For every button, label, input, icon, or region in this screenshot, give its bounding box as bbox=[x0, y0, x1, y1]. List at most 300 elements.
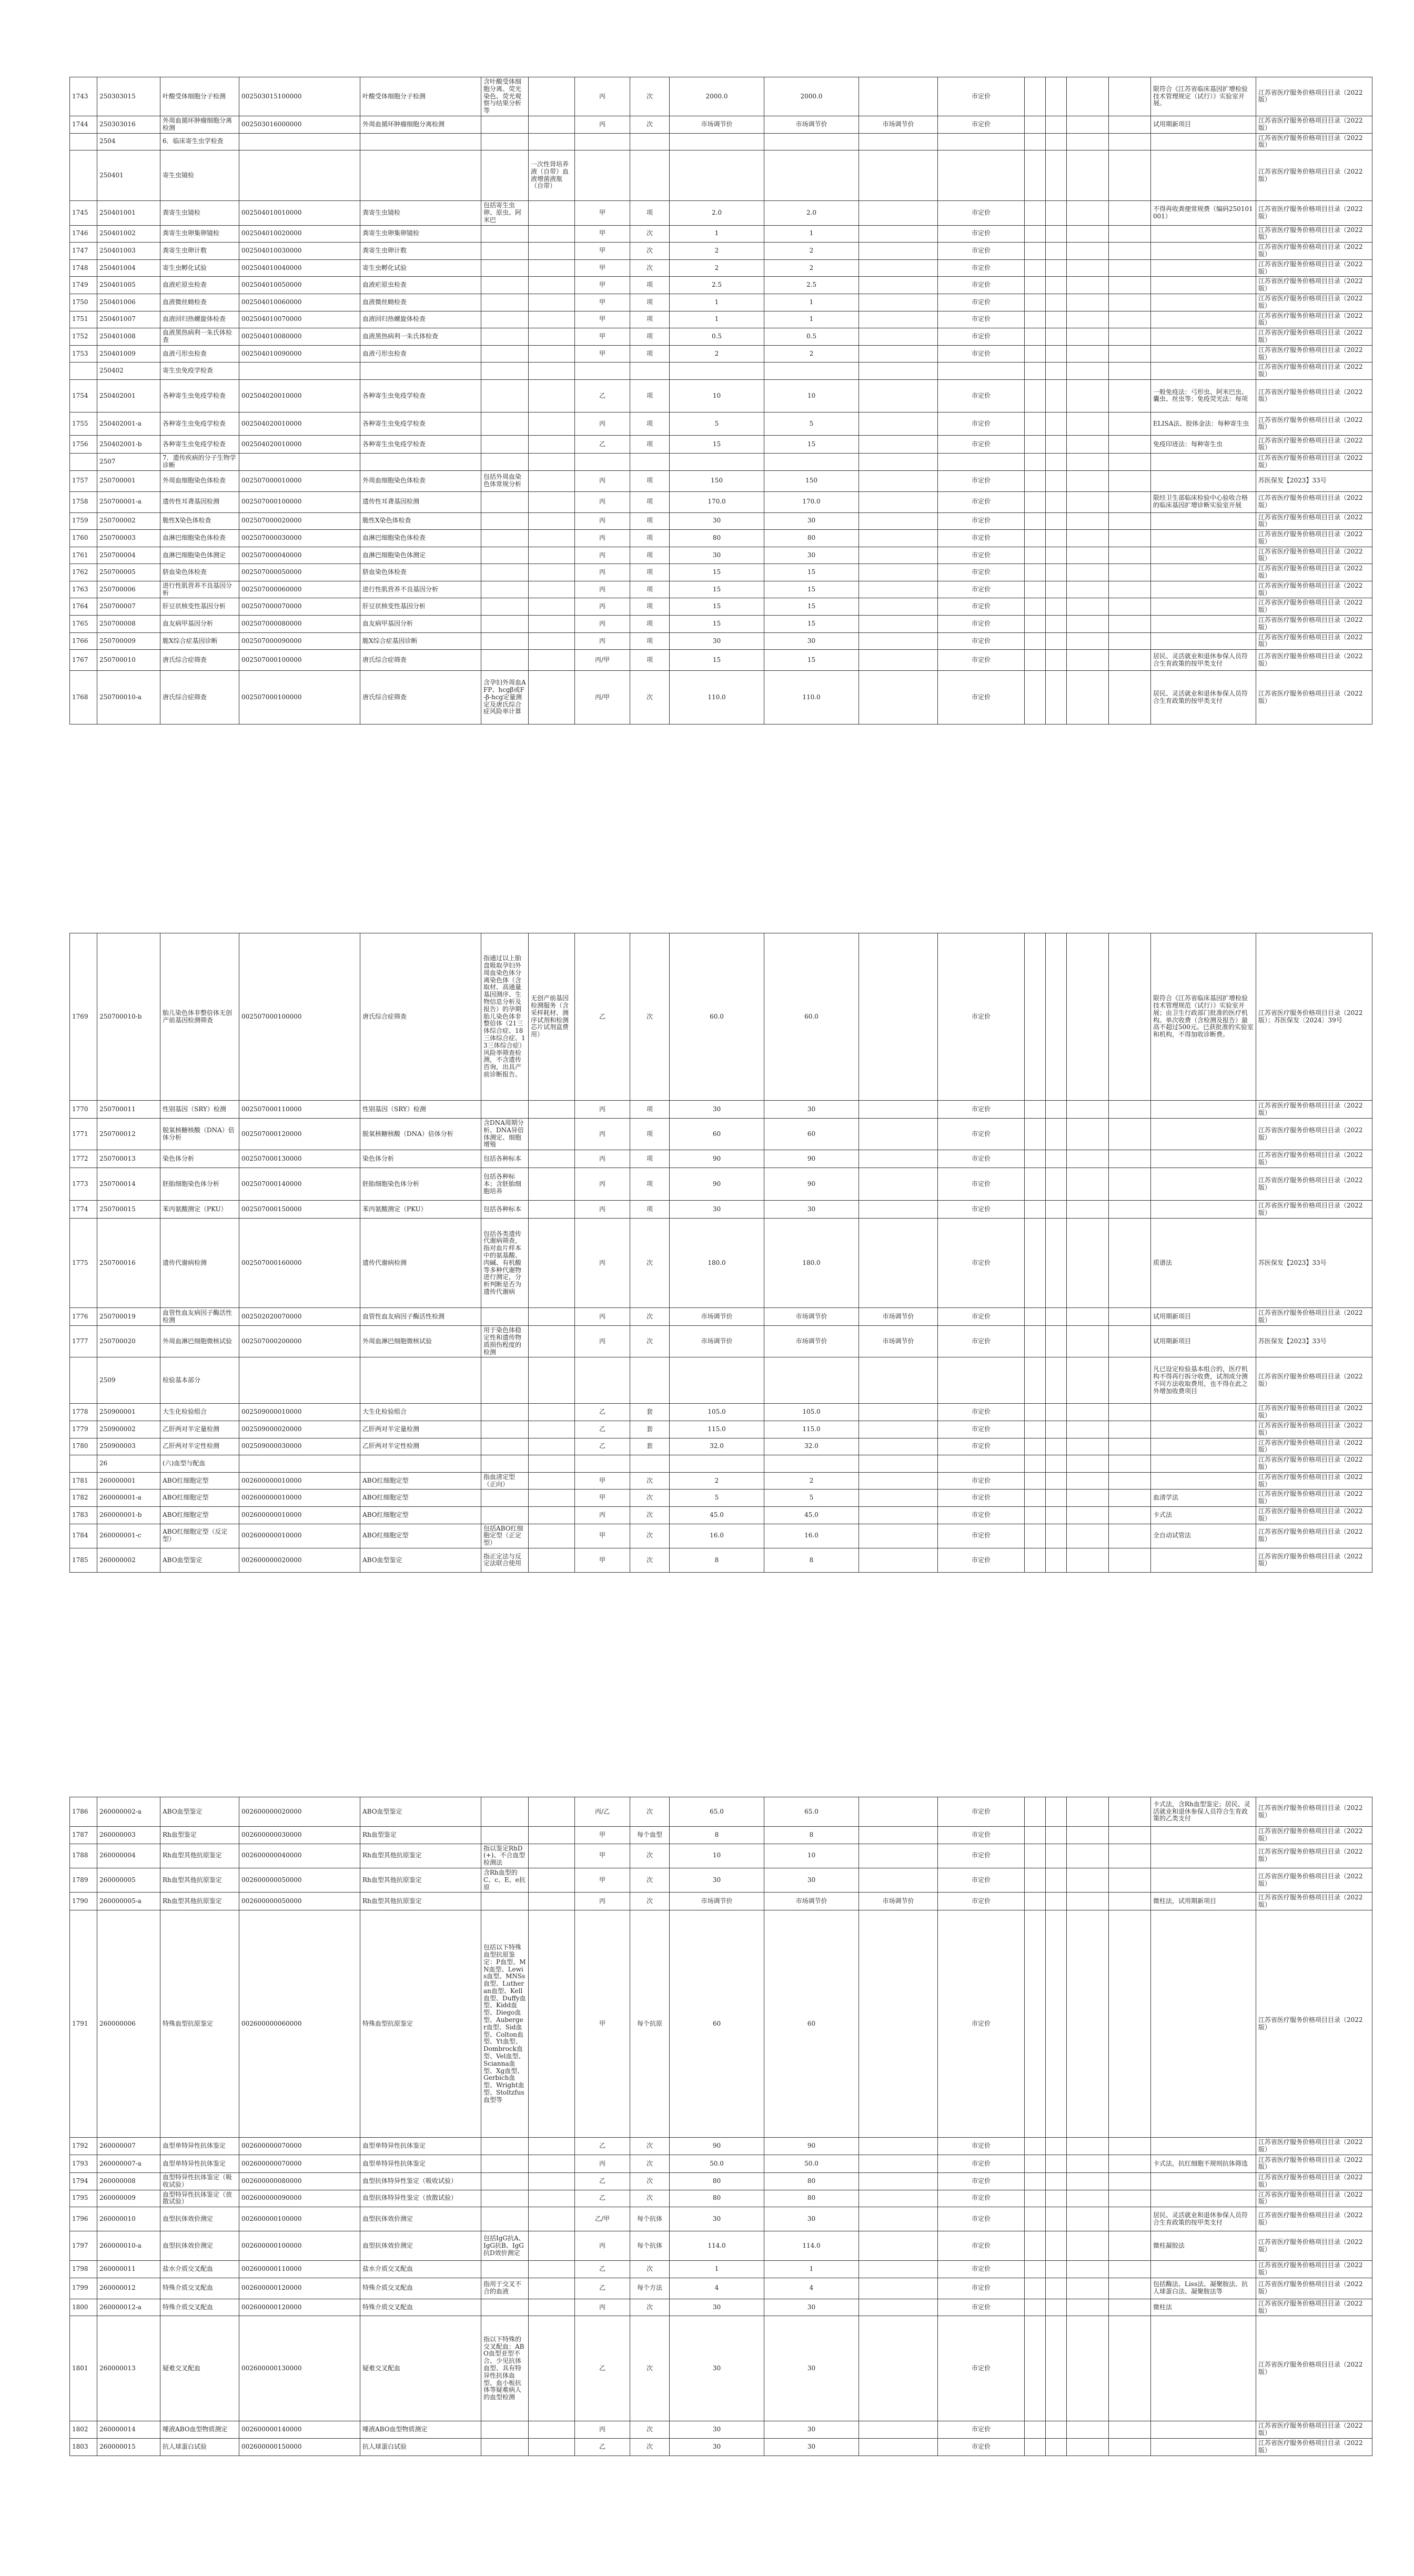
cell-remark bbox=[1151, 453, 1256, 470]
cell-unit_type: 乙 bbox=[575, 2190, 630, 2207]
cell-src: 江苏省医疗服务价格项目目录（2022版） bbox=[1256, 2231, 1372, 2261]
empty-cell bbox=[1025, 2261, 1046, 2278]
cell-name: 性别基因（SRY）检测 bbox=[160, 1101, 239, 1119]
cell-p2 bbox=[764, 363, 859, 380]
cell-content bbox=[481, 564, 529, 581]
cell-p2: 110.0 bbox=[764, 671, 859, 724]
cell-content bbox=[481, 133, 529, 150]
empty-cell bbox=[1067, 1326, 1109, 1357]
cell-p1: 1 bbox=[670, 294, 764, 311]
cell-content bbox=[481, 2207, 529, 2231]
cell-except bbox=[529, 2207, 575, 2231]
cell-cname: ABO红细胞定型 bbox=[360, 1506, 481, 1524]
cell-name: 血型特异性抗体鉴定（吸收试验） bbox=[160, 2172, 239, 2190]
empty-cell bbox=[1046, 1168, 1067, 1201]
cell-mgmt: 市定价 bbox=[938, 1219, 1025, 1308]
empty-cell bbox=[1109, 328, 1151, 346]
empty-cell bbox=[1067, 77, 1109, 116]
cell-p2: 15 bbox=[764, 435, 859, 453]
cell-mgmt: 市定价 bbox=[938, 512, 1025, 530]
cell-p2: 80 bbox=[764, 2190, 859, 2207]
cell-mgmt: 市定价 bbox=[938, 2316, 1025, 2421]
empty-cell bbox=[1025, 1844, 1046, 1868]
cell-unit_type: 甲 bbox=[575, 1827, 630, 1844]
table-row bbox=[70, 1404, 1372, 1421]
table-row bbox=[70, 345, 1372, 363]
cell-except bbox=[529, 547, 575, 564]
cell-except bbox=[529, 1893, 575, 1910]
cell-src: 江苏省医疗服务价格项目目录（2022版） bbox=[1256, 150, 1372, 201]
cell-p1: 2.5 bbox=[670, 277, 764, 294]
cell-p3 bbox=[859, 379, 938, 412]
table-row bbox=[70, 616, 1372, 633]
empty-cell bbox=[1025, 412, 1046, 435]
cell-except bbox=[529, 1404, 575, 1421]
cell-p2: 30 bbox=[764, 2438, 859, 2456]
empty-cell bbox=[1109, 1827, 1151, 1844]
cell-ccode: 002600000130000 bbox=[239, 2316, 360, 2421]
cell-cname: 寄生虫孵化试验 bbox=[360, 259, 481, 277]
cell-remark bbox=[1151, 2316, 1256, 2421]
cell-p1: 15 bbox=[670, 435, 764, 453]
cell-ccode: 002507000010000 bbox=[239, 470, 360, 491]
empty-cell bbox=[1025, 1421, 1046, 1438]
cell-name: 外周血细胞染色体检查 bbox=[160, 470, 239, 491]
cell-content: 含孕妇外周血AFP、hcgβ或F-β-hcg定量测定及唐氏综合症风险率计算 bbox=[481, 671, 529, 724]
empty-cell bbox=[1046, 650, 1067, 671]
cell-name: 血液黑热病利一朱氏体检查 bbox=[160, 328, 239, 346]
cell-cname bbox=[360, 150, 481, 201]
cell-ccode bbox=[239, 1357, 360, 1404]
cell-content bbox=[481, 547, 529, 564]
table-row bbox=[70, 1472, 1372, 1490]
cell-p2: 114.0 bbox=[764, 2231, 859, 2261]
cell-p2: 1 bbox=[764, 294, 859, 311]
empty-cell bbox=[1025, 2438, 1046, 2456]
empty-cell bbox=[1109, 1455, 1151, 1473]
cell-no: 1794 bbox=[70, 2172, 97, 2190]
cell-p2: 65.0 bbox=[764, 1797, 859, 1827]
cell-no: 1782 bbox=[70, 1490, 97, 1507]
cell-code: 260000005-a bbox=[97, 1893, 160, 1910]
empty-cell bbox=[1046, 2299, 1067, 2316]
cell-mgmt: 市定价 bbox=[938, 933, 1025, 1101]
cell-code: 250700016 bbox=[97, 1219, 160, 1308]
cell-p3 bbox=[859, 1910, 938, 2138]
cell-unit bbox=[630, 150, 670, 201]
cell-code: 260000002 bbox=[97, 1548, 160, 1572]
cell-unit: 项 bbox=[630, 1119, 670, 1150]
cell-p3 bbox=[859, 77, 938, 116]
cell-no: 1786 bbox=[70, 1797, 97, 1827]
empty-cell bbox=[1025, 632, 1046, 650]
cell-src: 江苏省医疗服务价格项目目录（2022版） bbox=[1256, 1490, 1372, 1507]
cell-p3 bbox=[859, 1357, 938, 1404]
cell-code: 250303016 bbox=[97, 116, 160, 133]
cell-code: 250401002 bbox=[97, 225, 160, 243]
empty-cell bbox=[1025, 225, 1046, 243]
empty-cell bbox=[1109, 1201, 1151, 1219]
cell-p2: 90 bbox=[764, 1168, 859, 1201]
cell-unit: 次 bbox=[630, 1797, 670, 1827]
cell-no: 1744 bbox=[70, 116, 97, 133]
cell-ccode: 002600000080000 bbox=[239, 2172, 360, 2190]
cell-except bbox=[529, 2155, 575, 2172]
cell-p3 bbox=[859, 2155, 938, 2172]
table-row bbox=[70, 1150, 1372, 1168]
cell-unit_type: 丙 bbox=[575, 470, 630, 491]
cell-name: 6．临床寄生虫学检查 bbox=[160, 133, 239, 150]
empty-cell bbox=[1046, 598, 1067, 616]
cell-p3 bbox=[859, 2207, 938, 2231]
cell-src: 江苏省医疗服务价格项目目录（2022版） bbox=[1256, 1827, 1372, 1844]
cell-no: 1783 bbox=[70, 1506, 97, 1524]
cell-p2: 30 bbox=[764, 2421, 859, 2439]
cell-unit_type: 甲 bbox=[575, 1490, 630, 1507]
cell-name: (六)血型与配血 bbox=[160, 1455, 239, 1473]
cell-unit: 项 bbox=[630, 435, 670, 453]
cell-no: 1766 bbox=[70, 632, 97, 650]
empty-cell bbox=[1067, 1548, 1109, 1572]
cell-mgmt: 市定价 bbox=[938, 1910, 1025, 2138]
cell-mgmt: 市定价 bbox=[938, 1201, 1025, 1219]
cell-code: 250700001 bbox=[97, 470, 160, 491]
table-row bbox=[70, 564, 1372, 581]
table-row bbox=[70, 259, 1372, 277]
cell-no: 1770 bbox=[70, 1101, 97, 1119]
empty-cell bbox=[1109, 1308, 1151, 1326]
cell-p3 bbox=[859, 259, 938, 277]
cell-p3 bbox=[859, 1868, 938, 1892]
cell-name: 血液疟原虫检查 bbox=[160, 277, 239, 294]
empty-cell bbox=[1067, 1421, 1109, 1438]
cell-except bbox=[529, 632, 575, 650]
cell-unit: 项 bbox=[630, 412, 670, 435]
cell-code: 260000005 bbox=[97, 1868, 160, 1892]
cell-unit: 次 bbox=[630, 1548, 670, 1572]
cell-cname: 进行性肌营养不良基因分析 bbox=[360, 581, 481, 598]
cell-unit: 项 bbox=[630, 632, 670, 650]
empty-cell bbox=[1109, 2190, 1151, 2207]
empty-cell bbox=[1109, 412, 1151, 435]
empty-cell bbox=[1046, 1506, 1067, 1524]
cell-content bbox=[481, 598, 529, 616]
empty-cell bbox=[1067, 598, 1109, 616]
cell-code: 250401 bbox=[97, 150, 160, 201]
cell-p2 bbox=[764, 150, 859, 201]
cell-mgmt: 市定价 bbox=[938, 2278, 1025, 2299]
cell-unit: 每个抗体 bbox=[630, 2207, 670, 2231]
cell-content: 包括各种标本 bbox=[481, 1201, 529, 1219]
cell-content: 包括IgG抗A、IgG抗B、IgG抗D效价测定 bbox=[481, 2231, 529, 2261]
cell-name: 抗人球蛋白试验 bbox=[160, 2438, 239, 2456]
cell-src: 江苏省医疗服务价格项目目录（2022版） bbox=[1256, 243, 1372, 260]
cell-cname: 叶酸受体细胞分子检测 bbox=[360, 77, 481, 116]
cell-mgmt: 市定价 bbox=[938, 116, 1025, 133]
cell-src: 江苏省医疗服务价格项目目录（2022版） bbox=[1256, 294, 1372, 311]
cell-src: 江苏省医疗服务价格项目目录（2022版） bbox=[1256, 1868, 1372, 1892]
cell-except bbox=[529, 1168, 575, 1201]
cell-code: 260000006 bbox=[97, 1910, 160, 2138]
cell-src: 江苏省医疗服务价格项目目录（2022版） bbox=[1256, 2172, 1372, 2190]
empty-cell bbox=[1025, 150, 1046, 201]
cell-content bbox=[481, 2421, 529, 2439]
cell-unit_type: 乙 bbox=[575, 435, 630, 453]
cell-unit_type: 丙 bbox=[575, 116, 630, 133]
empty-cell bbox=[1025, 1548, 1046, 1572]
cell-except bbox=[529, 1844, 575, 1868]
cell-unit_type: 甲 bbox=[575, 1548, 630, 1572]
empty-cell bbox=[1046, 1421, 1067, 1438]
empty-cell bbox=[1046, 1524, 1067, 1548]
cell-p3 bbox=[859, 243, 938, 260]
cell-content: 包括寄生虫卵、原虫、阿米巴 bbox=[481, 201, 529, 225]
empty-cell bbox=[1109, 632, 1151, 650]
cell-unit_type: 丙 bbox=[575, 616, 630, 633]
cell-except bbox=[529, 1438, 575, 1455]
cell-mgmt: 市定价 bbox=[938, 1844, 1025, 1868]
cell-src: 苏医保发【2023】33号 bbox=[1256, 1326, 1372, 1357]
cell-src: 江苏省医疗服务价格项目目录（2022版） bbox=[1256, 1455, 1372, 1473]
empty-cell bbox=[1109, 1168, 1151, 1201]
cell-unit_type: 丙 bbox=[575, 530, 630, 547]
empty-cell bbox=[1067, 150, 1109, 201]
cell-p3 bbox=[859, 1844, 938, 1868]
empty-cell bbox=[1067, 1797, 1109, 1827]
cell-p3 bbox=[859, 2438, 938, 2456]
cell-src: 江苏省医疗服务价格项目目录（2022版） bbox=[1256, 564, 1372, 581]
table-row bbox=[70, 1524, 1372, 1548]
cell-name: 特殊血型抗原鉴定 bbox=[160, 1910, 239, 2138]
cell-p2: 30 bbox=[764, 2316, 859, 2421]
cell-p1: 1 bbox=[670, 311, 764, 328]
empty-cell bbox=[1067, 1357, 1109, 1404]
cell-p3: 市场调节价 bbox=[859, 1893, 938, 1910]
cell-cname: 唐氏综合症筛查 bbox=[360, 650, 481, 671]
cell-name: 苯丙氨酸测定（PKU） bbox=[160, 1201, 239, 1219]
table-row bbox=[70, 2207, 1372, 2231]
empty-cell bbox=[1067, 277, 1109, 294]
cell-unit: 次 bbox=[630, 1326, 670, 1357]
cell-p1: 2.0 bbox=[670, 201, 764, 225]
cell-ccode: 002600000100000 bbox=[239, 2231, 360, 2261]
empty-cell bbox=[1109, 616, 1151, 633]
cell-mgmt: 市定价 bbox=[938, 225, 1025, 243]
empty-cell bbox=[1067, 1868, 1109, 1892]
cell-unit_type: 丙 bbox=[575, 1101, 630, 1119]
cell-cname: 特殊介质交叉配血 bbox=[360, 2278, 481, 2299]
empty-cell bbox=[1046, 453, 1067, 470]
cell-src: 江苏省医疗服务价格项目目录（2022版） bbox=[1256, 1119, 1372, 1150]
cell-except: 无创产前基因检测服务（含采样耗材、测序试剂和检测芯片试剂盒费用） bbox=[529, 933, 575, 1101]
empty-cell bbox=[1025, 491, 1046, 512]
cell-remark bbox=[1151, 616, 1256, 633]
cell-remark bbox=[1151, 363, 1256, 380]
empty-cell bbox=[1046, 2438, 1067, 2456]
cell-content bbox=[481, 1455, 529, 1473]
cell-no: 1784 bbox=[70, 1524, 97, 1548]
empty-cell bbox=[1109, 1438, 1151, 1455]
cell-unit: 次 bbox=[630, 2155, 670, 2172]
empty-cell bbox=[1067, 1101, 1109, 1119]
empty-cell bbox=[1046, 1868, 1067, 1892]
cell-unit_type: 乙 bbox=[575, 379, 630, 412]
cell-except bbox=[529, 311, 575, 328]
cell-remark bbox=[1151, 1421, 1256, 1438]
cell-content bbox=[481, 650, 529, 671]
cell-remark bbox=[1151, 2261, 1256, 2278]
cell-unit: 次 bbox=[630, 1506, 670, 1524]
cell-name: 血液回归热螺旋体检查 bbox=[160, 311, 239, 328]
empty-cell bbox=[1109, 2299, 1151, 2316]
cell-content bbox=[481, 1101, 529, 1119]
cell-code: 260000009 bbox=[97, 2190, 160, 2207]
cell-name: 特殊介质交叉配血 bbox=[160, 2299, 239, 2316]
empty-cell bbox=[1109, 243, 1151, 260]
cell-src: 江苏省医疗服务价格项目目录（2022版） bbox=[1256, 1472, 1372, 1490]
cell-code: 260000014 bbox=[97, 2421, 160, 2439]
cell-p3 bbox=[859, 1524, 938, 1548]
cell-p1: 8 bbox=[670, 1548, 764, 1572]
cell-code: 250700020 bbox=[97, 1326, 160, 1357]
cell-content bbox=[481, 412, 529, 435]
cell-no bbox=[70, 133, 97, 150]
cell-unit bbox=[630, 453, 670, 470]
empty-cell bbox=[1067, 243, 1109, 260]
cell-no: 1781 bbox=[70, 1472, 97, 1490]
cell-no: 1764 bbox=[70, 598, 97, 616]
cell-except bbox=[529, 671, 575, 724]
empty-cell bbox=[1067, 1404, 1109, 1421]
empty-cell bbox=[1109, 294, 1151, 311]
cell-src: 江苏省医疗服务价格项目目录（2022版） bbox=[1256, 1357, 1372, 1404]
cell-p3 bbox=[859, 2299, 938, 2316]
cell-p2: 2.5 bbox=[764, 277, 859, 294]
empty-cell bbox=[1025, 581, 1046, 598]
empty-cell bbox=[1109, 1101, 1151, 1119]
empty-cell bbox=[1109, 1844, 1151, 1868]
cell-src: 江苏省医疗服务价格项目目录（2022版） bbox=[1256, 512, 1372, 530]
cell-cname: 特殊介质交叉配血 bbox=[360, 2299, 481, 2316]
empty-cell bbox=[1025, 1490, 1046, 1507]
cell-content: 用于染色体稳定性和遗传物质损伤程度的检测 bbox=[481, 1326, 529, 1357]
empty-cell bbox=[1025, 530, 1046, 547]
empty-cell bbox=[1025, 671, 1046, 724]
cell-name: 血淋巴细胞染色体检查 bbox=[160, 530, 239, 547]
cell-cname: 疑难交叉配血 bbox=[360, 2316, 481, 2421]
cell-code: 250303015 bbox=[97, 77, 160, 116]
cell-mgmt: 市定价 bbox=[938, 294, 1025, 311]
empty-cell bbox=[1025, 116, 1046, 133]
cell-p3 bbox=[859, 2316, 938, 2421]
cell-p3 bbox=[859, 598, 938, 616]
cell-ccode: 002507000150000 bbox=[239, 1201, 360, 1219]
cell-p2: 8 bbox=[764, 1827, 859, 1844]
cell-name: Rh血型其他抗原鉴定 bbox=[160, 1868, 239, 1892]
empty-cell bbox=[1067, 225, 1109, 243]
cell-unit_type: 甲 bbox=[575, 1472, 630, 1490]
cell-unit: 项 bbox=[630, 201, 670, 225]
cell-content: 包括各种标本 bbox=[481, 1150, 529, 1168]
cell-name: 粪寄生虫卵计数 bbox=[160, 243, 239, 260]
empty-cell bbox=[1109, 363, 1151, 380]
cell-p3 bbox=[859, 1455, 938, 1473]
table-row bbox=[70, 470, 1372, 491]
cell-mgmt: 市定价 bbox=[938, 598, 1025, 616]
cell-no: 1743 bbox=[70, 77, 97, 116]
cell-unit: 次 bbox=[630, 225, 670, 243]
cell-mgmt: 市定价 bbox=[938, 650, 1025, 671]
empty-cell bbox=[1067, 1455, 1109, 1473]
cell-name: 叶酸受体细胞分子检测 bbox=[160, 77, 239, 116]
cell-p2: 32.0 bbox=[764, 1438, 859, 1455]
cell-p2: 80 bbox=[764, 2172, 859, 2190]
cell-content: 指以下特殊的交叉配血：ABO血型亚型不合、少见抗体血型、具有特异性抗体血型、血小板抗体等疑难病人的血型检测 bbox=[481, 2316, 529, 2421]
cell-except bbox=[529, 1506, 575, 1524]
cell-p2: 市场调节价 bbox=[764, 1893, 859, 1910]
cell-content: 指正定法与反定法联合使用 bbox=[481, 1548, 529, 1572]
cell-mgmt bbox=[938, 1455, 1025, 1473]
cell-content bbox=[481, 225, 529, 243]
empty-cell bbox=[1067, 671, 1109, 724]
table-row bbox=[70, 1326, 1372, 1357]
cell-name: 血型单特异性抗体鉴定 bbox=[160, 2155, 239, 2172]
cell-src: 江苏省医疗服务价格项目目录（2022版） bbox=[1256, 201, 1372, 225]
cell-cname: 血液疟原虫检查 bbox=[360, 277, 481, 294]
cell-no: 1745 bbox=[70, 201, 97, 225]
cell-cname: 血液微丝蚴检查 bbox=[360, 294, 481, 311]
cell-p1: 60.0 bbox=[670, 933, 764, 1101]
cell-content bbox=[481, 1404, 529, 1421]
cell-ccode: 002504020010000 bbox=[239, 412, 360, 435]
empty-cell bbox=[1046, 225, 1067, 243]
cell-content: 包括外周血染色体常规分析 bbox=[481, 470, 529, 491]
cell-p3 bbox=[859, 581, 938, 598]
empty-cell bbox=[1025, 1797, 1046, 1827]
empty-cell bbox=[1046, 1438, 1067, 1455]
cell-unit: 项 bbox=[630, 650, 670, 671]
empty-cell bbox=[1046, 1150, 1067, 1168]
cell-content bbox=[481, 2438, 529, 2456]
cell-no: 1746 bbox=[70, 225, 97, 243]
empty-cell bbox=[1046, 116, 1067, 133]
cell-no bbox=[70, 150, 97, 201]
cell-content bbox=[481, 345, 529, 363]
cell-unit: 次 bbox=[630, 1868, 670, 1892]
empty-cell bbox=[1025, 1150, 1046, 1168]
cell-mgmt: 市定价 bbox=[938, 311, 1025, 328]
cell-unit_type: 丙 bbox=[575, 1168, 630, 1201]
cell-except bbox=[529, 2190, 575, 2207]
cell-src: 江苏省医疗服务价格项目目录（2022版） bbox=[1256, 650, 1372, 671]
cell-ccode: 002504010060000 bbox=[239, 294, 360, 311]
empty-cell bbox=[1025, 1893, 1046, 1910]
cell-content bbox=[481, 1797, 529, 1827]
table-row bbox=[70, 1308, 1372, 1326]
cell-p1: 0.5 bbox=[670, 328, 764, 346]
cell-cname: ABO血型鉴定 bbox=[360, 1548, 481, 1572]
empty-cell bbox=[1067, 2316, 1109, 2421]
cell-unit: 套 bbox=[630, 1421, 670, 1438]
cell-cname: 外周血循环肿瘤细胞分离检测 bbox=[360, 116, 481, 133]
empty-cell bbox=[1046, 933, 1067, 1101]
cell-p2: 1 bbox=[764, 225, 859, 243]
cell-p1: 30 bbox=[670, 547, 764, 564]
cell-p1: 60 bbox=[670, 1119, 764, 1150]
empty-cell bbox=[1025, 2207, 1046, 2231]
cell-unit: 每个抗体 bbox=[630, 2231, 670, 2261]
cell-name: 血型抗体效价测定 bbox=[160, 2231, 239, 2261]
